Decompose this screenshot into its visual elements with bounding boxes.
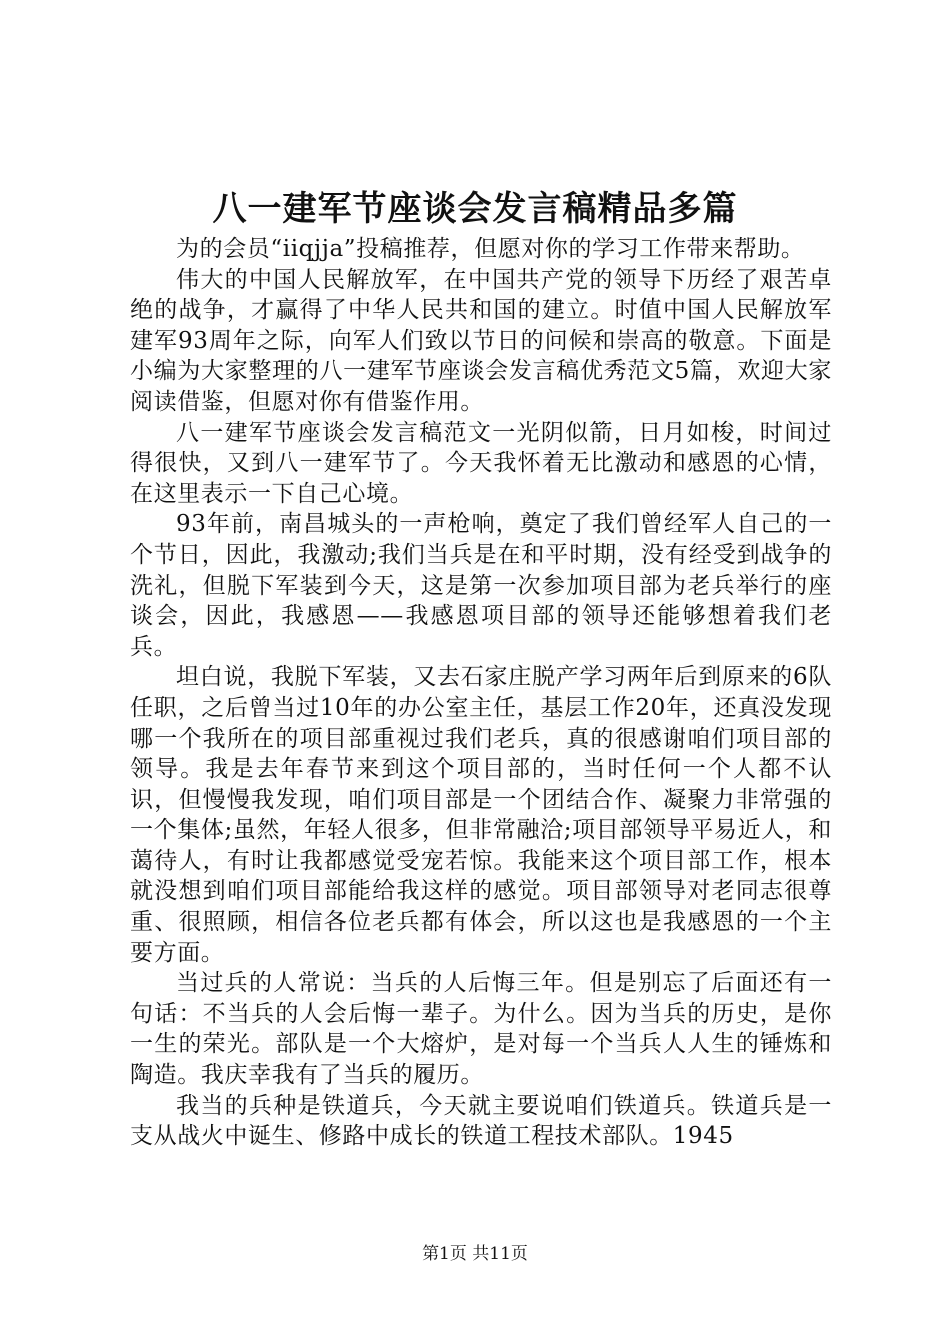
paragraph: 93年前，南昌城头的一声枪响，奠定了我们曾经军人自己的一个节日，因此，我激动;我们当兵是在和平时期，没有经受到战争的洗礼，但脱下军装到今天，这是第一次参加项目部为老兵举行的座谈会，因此，我感恩——我感恩项目部的领导还能够想着我们老兵。 bbox=[130, 511, 832, 660]
page-number-footer: 第1页 共11页 bbox=[422, 1244, 528, 1264]
document-title: 八一建军节座谈会发言稿精品多篇 bbox=[212, 189, 738, 229]
document-body bbox=[130, 234, 832, 1152]
paragraph: 我当的兵种是铁道兵，今天就主要说咱们铁道兵。铁道兵是一支从战火中诞生、修路中成长的铁道工程技术部队。1945 bbox=[130, 1092, 832, 1150]
paragraph: 为的会员“iiqjja”投稿推荐，但愿对你的学习工作带来帮助。 bbox=[176, 236, 805, 262]
paragraph: 坦白说，我脱下军装，又去石家庄脱产学习两年后到原来的6队任职，之后曾当过10年的办公室主任，基层工作20年，还真没发现哪一个我所在的项目部重视过我们老兵，真的很感谢咱们项目部的领导。我是去年春节来到这个项目部的，当时任何一个人都不认识，但慢慢我发现，咱们项目部是一个团结合作、凝聚力非常强的一个集体;虽然，年轻人很多，但非常融洽;项目部领导平易近人，和蔼待人，有时让我都感觉受宠若惊。我能来这个项目部工作，根本就没想到咱们项目部能给我这样的感觉。项目部领导对老同志很尊重、很照顾，相信各位老兵都有体会，所以这也是我感恩的一个主要方面。 bbox=[130, 664, 832, 966]
paragraph: 伟大的中国人民解放军，在中国共产党的领导下历经了艰苦卓绝的战争，才赢得了中华人民共和国的建立。时值中国人民解放军建军93周年之际，向军人们致以节日的问候和崇高的敬意。下面是小编为大家整理的八一建军节座谈会发言稿优秀范文5篇，欢迎大家阅读借鉴，但愿对你有借鉴作用。 bbox=[130, 266, 832, 415]
paragraph: 当过兵的人常说：当兵的人后悔三年。但是别忘了后面还有一句话：不当兵的人会后悔一辈子。为什么。因为当兵的历史，是你一生的荣光。部队是一个大熔炉，是对每一个当兵人人生的锤炼和陶造。我庆幸我有了当兵的履历。 bbox=[130, 970, 832, 1089]
paragraph: 八一建军节座谈会发言稿范文一光阴似箭，日月如梭，时间过得很快，又到八一建军节了。今天我怀着无比激动和感恩的心情，在这里表示一下自己心境。 bbox=[130, 419, 832, 507]
